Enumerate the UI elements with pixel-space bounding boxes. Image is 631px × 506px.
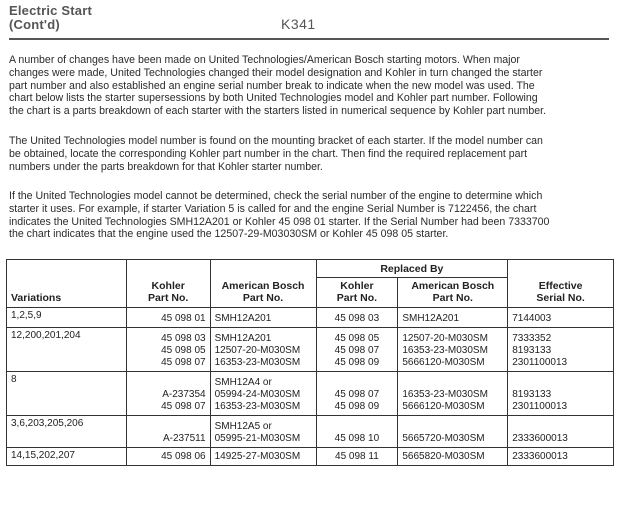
paragraph-serial-number bbox=[9, 190, 624, 241]
cell-effective-serial bbox=[508, 372, 614, 416]
cell-kohler-part bbox=[126, 308, 210, 328]
cell-line: 8193133 bbox=[512, 345, 552, 356]
cell-line: 45 098 07 bbox=[161, 357, 206, 368]
cell-variations bbox=[7, 416, 127, 448]
cell-effective-serial bbox=[508, 448, 614, 466]
table-row bbox=[7, 308, 614, 328]
cell-line: SMH12A201 bbox=[214, 333, 272, 344]
section-title-line2: (Cont'd) bbox=[9, 17, 60, 32]
cell-bosch-part bbox=[210, 372, 316, 416]
cell-line: 3,6,203,205,206 bbox=[11, 418, 84, 429]
cell-line: 45 098 10 bbox=[334, 433, 380, 444]
cell-line: 2301100013 bbox=[512, 401, 568, 412]
cell-effective-serial bbox=[508, 308, 614, 328]
cell-line: 45 098 06 bbox=[161, 451, 206, 462]
cell-replaced-bosch-part bbox=[398, 372, 508, 416]
cell-line: 12507-20-M030SM bbox=[214, 345, 301, 356]
cell-line: 16353-23-M030SM bbox=[402, 345, 488, 356]
paragraph-intro bbox=[9, 54, 624, 118]
paragraph-line: the chart indicates that the engine used the 12507-29-M03030SM or Kohler 45 098 05 starter. bbox=[9, 228, 449, 241]
header-replaced-by: Replaced By bbox=[316, 260, 508, 278]
cell-line: SMH12A4 or bbox=[214, 377, 272, 388]
cell-line: 7144003 bbox=[512, 313, 552, 324]
cell-line: 16353-23-M030SM bbox=[214, 357, 301, 368]
cell-replaced-kohler-part bbox=[316, 372, 398, 416]
cell-line: 16353-23-M030SM bbox=[214, 401, 301, 412]
cell-line: 16353-23-M030SM bbox=[402, 389, 488, 400]
cell-line: 2301100013 bbox=[512, 357, 568, 368]
paragraph-line: A number of changes have been made on United Technologies/American Bosch starting motors. When major bbox=[9, 54, 520, 66]
cell-line: 5666120-M030SM bbox=[402, 357, 485, 368]
cell-replaced-bosch-part bbox=[398, 416, 508, 448]
page-header bbox=[9, 4, 609, 32]
paragraph-model-number bbox=[9, 135, 624, 173]
cell-replaced-kohler-part bbox=[316, 328, 398, 372]
cell-line: 8 bbox=[11, 374, 17, 385]
cell-line: 2333600013 bbox=[512, 451, 568, 462]
cell-line: 5665820-M030SM bbox=[402, 451, 485, 462]
cell-line: 45 098 07 bbox=[161, 401, 206, 412]
cell-effective-serial bbox=[508, 416, 614, 448]
header-bosch-part: American Bosch Part No. bbox=[210, 260, 316, 308]
cell-line: 5665720-M030SM bbox=[402, 433, 485, 444]
header-rule bbox=[9, 38, 609, 40]
header-kohler-part: Kohler Part No. bbox=[126, 260, 210, 308]
cell-line: 45 098 05 bbox=[161, 345, 206, 356]
table-row bbox=[7, 448, 614, 466]
paragraph-line: part number and also established an engine serial number break to indicate when the new model was used. The bbox=[9, 79, 535, 92]
cell-effective-serial bbox=[508, 328, 614, 372]
paragraph-line: chart below lists the starter supersessions by both United Technologies model and Kohler part number. Following bbox=[9, 92, 538, 105]
cell-line: 7333352 bbox=[512, 333, 552, 344]
cell-replaced-kohler-part bbox=[316, 416, 398, 448]
cell-kohler-part bbox=[126, 448, 210, 466]
cell-bosch-part bbox=[210, 308, 316, 328]
cell-line: A-237354 bbox=[162, 389, 206, 400]
cell-line: 12507-20-M030SM bbox=[402, 333, 488, 344]
cell-replaced-bosch-part bbox=[398, 448, 508, 466]
cell-kohler-part bbox=[126, 372, 210, 416]
cell-line: 45 098 07 bbox=[334, 345, 380, 356]
cell-line: 45 098 05 bbox=[334, 333, 380, 344]
cell-line: A-237511 bbox=[162, 433, 206, 444]
cell-variations bbox=[7, 308, 127, 328]
cell-line: 14,15,202,207 bbox=[11, 450, 75, 461]
header-replaced-bosch-part: American Bosch Part No. bbox=[398, 278, 508, 308]
cell-replaced-bosch-part bbox=[398, 308, 508, 328]
cell-line: 05994-24-M030SM bbox=[214, 389, 301, 400]
cell-line: 45 098 09 bbox=[334, 357, 380, 368]
cell-line: 12,200,201,204 bbox=[11, 330, 81, 341]
cell-kohler-part bbox=[126, 328, 210, 372]
cell-line: SMH12A201 bbox=[214, 313, 272, 324]
cell-replaced-kohler-part bbox=[316, 308, 398, 328]
paragraph-line: the chart is a parts breakdown of each starter with the starters listed in numerical sequence by Kohler part number. bbox=[9, 105, 547, 118]
cell-line: 8193133 bbox=[512, 389, 552, 400]
header-variations: Variations bbox=[7, 260, 127, 308]
cell-replaced-bosch-part bbox=[398, 328, 508, 372]
section-code: K341 bbox=[281, 16, 316, 32]
paragraph-line: starter it uses. For example, if starter Variation 5 is called for and the engine Serial Number is 7122456, the chart bbox=[9, 202, 537, 215]
starter-supersession-table bbox=[6, 259, 614, 466]
cell-line: 1,2,5,9 bbox=[11, 310, 42, 321]
cell-line: 14925-27-M030SM bbox=[214, 451, 301, 462]
cell-line: 2333600013 bbox=[512, 433, 568, 444]
paragraph-line: If the United Technologies model cannot be determined, check the serial number of the engine to determine which bbox=[9, 190, 543, 202]
cell-line: 45 098 03 bbox=[161, 333, 206, 344]
paragraph-line: numbers under the parts breakdown for that Kohler starter number. bbox=[9, 160, 323, 173]
cell-variations bbox=[7, 372, 127, 416]
cell-line: 45 098 11 bbox=[335, 451, 379, 462]
cell-replaced-kohler-part bbox=[316, 448, 398, 466]
paragraph-line: The United Technologies model number is found on the mounting bracket of each starter. If the model number can bbox=[9, 135, 543, 147]
header-effective-serial: Effective Serial No. bbox=[508, 260, 614, 308]
cell-line: 45 098 09 bbox=[334, 401, 380, 412]
table-row bbox=[7, 372, 614, 416]
cell-line: 05995-21-M030SM bbox=[214, 433, 301, 444]
section-title-line1: Electric Start bbox=[9, 3, 93, 18]
cell-line: SMH12A201 bbox=[402, 313, 460, 324]
cell-kohler-part bbox=[126, 416, 210, 448]
cell-line: SMH12A5 or bbox=[214, 421, 272, 432]
table-row bbox=[7, 328, 614, 372]
header-replaced-kohler-part: Kohler Part No. bbox=[316, 278, 398, 308]
cell-line: 45 098 03 bbox=[334, 313, 380, 324]
cell-bosch-part bbox=[210, 448, 316, 466]
cell-bosch-part bbox=[210, 328, 316, 372]
paragraph-line: be obtained, locate the corresponding Kohler part number in the chart. Then find the required replacement part bbox=[9, 147, 528, 160]
cell-line: 45 098 07 bbox=[334, 389, 380, 400]
paragraph-line: indicates the United Technologies SMH12A201 or Kohler 45 098 01 starter. If the Serial Number had been 7333700 bbox=[9, 215, 550, 228]
cell-line: 45 098 01 bbox=[161, 313, 206, 324]
cell-line: 5666120-M030SM bbox=[402, 401, 485, 412]
cell-variations bbox=[7, 328, 127, 372]
cell-bosch-part bbox=[210, 416, 316, 448]
paragraph-line: changes were made, United Technologies changed their model designation and Kohler in turn changed the starter bbox=[9, 66, 543, 79]
table-row bbox=[7, 416, 614, 448]
cell-variations bbox=[7, 448, 127, 466]
